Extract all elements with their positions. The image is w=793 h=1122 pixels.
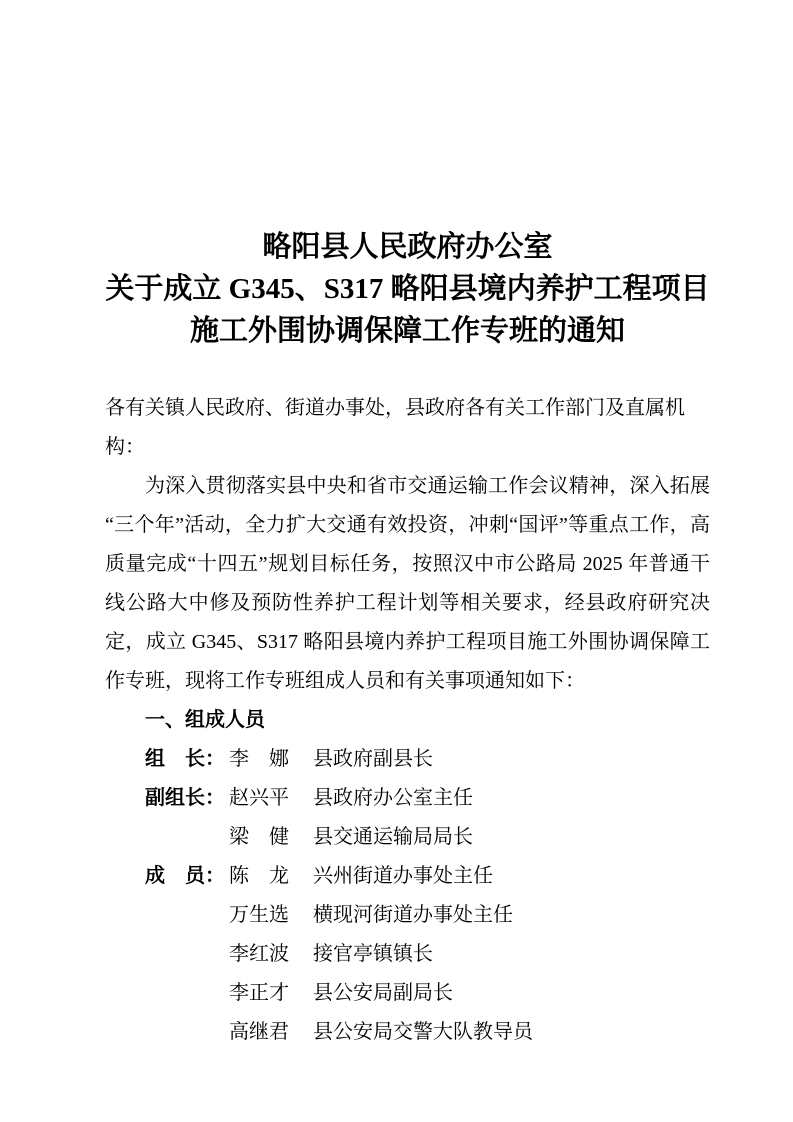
member-title: 接官亭镇镇长 (313, 943, 433, 965)
member-title: 县政府副县长 (313, 748, 433, 770)
role-label (145, 818, 229, 857)
member-name: 陈 龙 (229, 865, 289, 887)
role-label: 成 员： (145, 865, 225, 887)
member-title: 横现河街道办事处主任 (313, 904, 513, 926)
title-line-1: 略阳县人民政府办公室 (262, 231, 553, 263)
member-title: 县公安局副局长 (313, 982, 453, 1004)
roster-row (105, 857, 710, 896)
member-name: 李红波 (229, 943, 289, 965)
member-name: 李正才 (229, 982, 289, 1004)
role-label: 组 长： (145, 748, 225, 770)
section-heading: 一、组成人员 (145, 709, 265, 731)
salutation: 各有关镇人民政府、街道办事处，县政府各有关工作部门及直属机构： (105, 397, 685, 458)
member-title: 兴州街道办事处主任 (313, 865, 493, 887)
member-name: 万生选 (229, 904, 289, 926)
roster-row (105, 740, 710, 779)
role-label (145, 935, 229, 974)
roster-row (105, 896, 710, 935)
member-title: 县交通运输局局长 (313, 826, 473, 848)
roster-row (105, 818, 710, 857)
role-label (145, 974, 229, 1013)
member-name: 李 娜 (229, 748, 289, 770)
title-line-2: 关于成立 G345、S317 略阳县境内养护工程项目 (105, 273, 710, 305)
roster-row (105, 974, 710, 1013)
roster-row (105, 779, 710, 818)
role-label (145, 896, 229, 935)
title-line-3: 施工外围协调保障工作专班的通知 (189, 315, 625, 347)
roster-row (105, 1013, 710, 1052)
role-label: 副组长： (145, 787, 225, 809)
member-title: 县公安局交警大队教导员 (313, 1021, 533, 1043)
document-body (105, 389, 710, 1052)
member-name: 高继君 (229, 1021, 289, 1043)
member-name: 赵兴平 (229, 787, 289, 809)
opening-paragraph: 为深入贯彻落实县中央和省市交通运输工作会议精神，深入拓展“三个年”活动，全力扩大交通有效投资，冲刺“国评”等重点工作，高质量完成“十四五”规划目标任务，按照汉中市公路局 2025 年普通干线公路大中修及预防性养护工程计划等相关要求，经县政府研究决定，成立 G345、S317 略阳县境内养护工程项目施工外围协调保障工作专班，现将工作专班组成人员和有关事项通知如下： (105, 475, 710, 692)
member-title: 县政府办公室主任 (313, 787, 473, 809)
role-label (145, 1013, 229, 1052)
roster-row (105, 935, 710, 974)
member-name: 梁 健 (229, 826, 289, 848)
document-title (105, 0, 710, 352)
